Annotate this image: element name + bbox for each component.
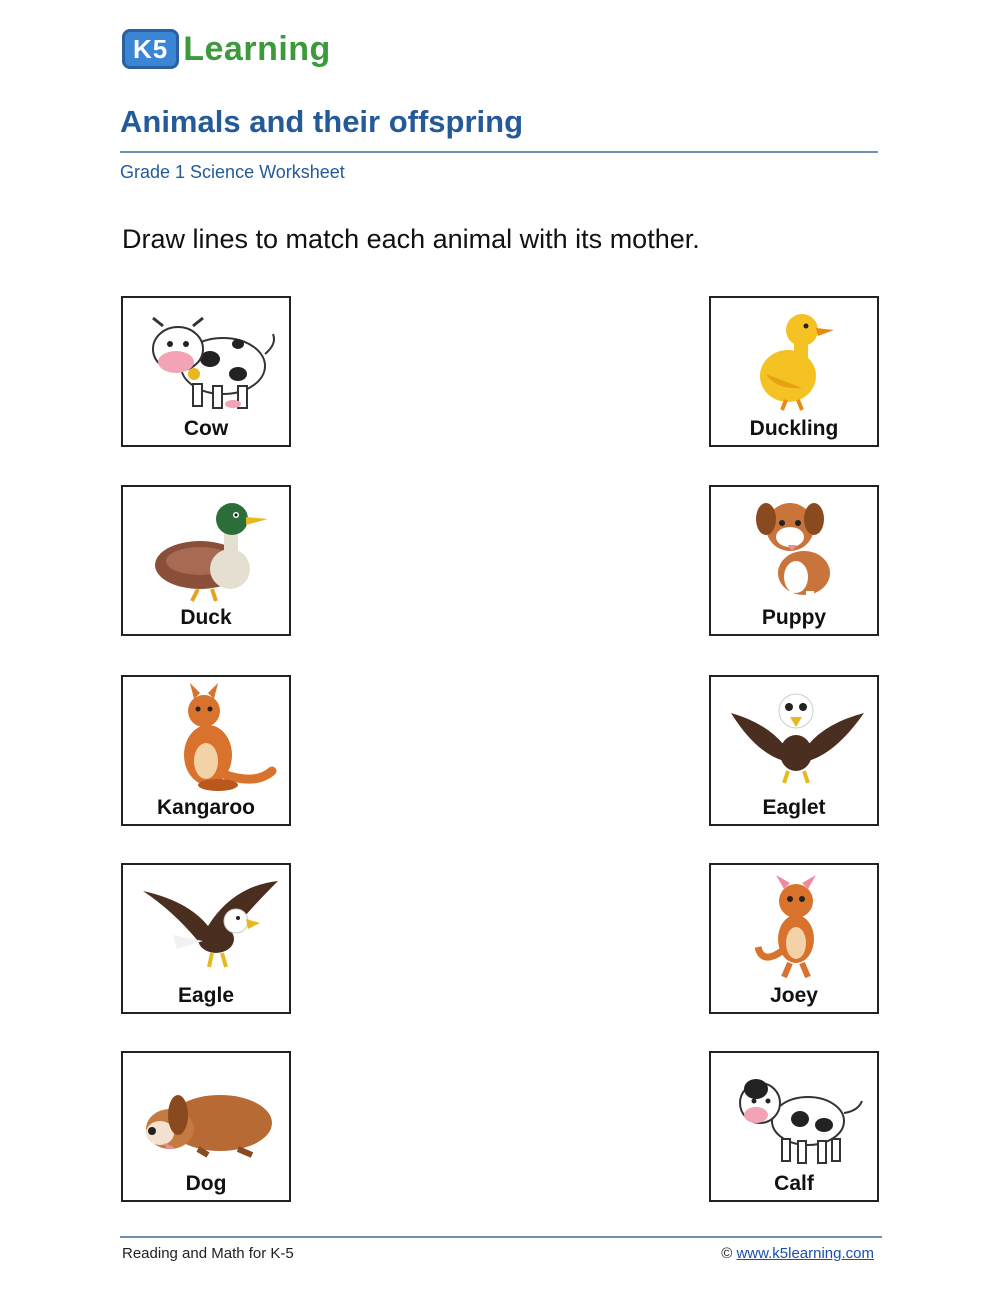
card-cow[interactable]: [121, 296, 291, 447]
card-puppy[interactable]: [709, 485, 879, 636]
card-eagle[interactable]: [121, 863, 291, 1014]
card-dog[interactable]: [121, 1051, 291, 1202]
logo-badge: K5: [122, 29, 179, 69]
card-label: Puppy: [761, 606, 827, 629]
duckling-icon: [726, 304, 866, 416]
copyright-symbol: ©: [721, 1245, 733, 1262]
card-label: Kangaroo: [156, 796, 255, 819]
logo-text: Learning: [183, 29, 331, 68]
card-duckling[interactable]: [709, 296, 879, 447]
title-divider: [120, 151, 878, 153]
card-label: Dog: [185, 1172, 227, 1195]
calf-icon: [726, 1059, 866, 1171]
eagle-icon: [138, 871, 278, 983]
duck-icon: [138, 493, 278, 605]
footer-divider: [120, 1236, 882, 1238]
kangaroo-icon: [138, 683, 278, 795]
card-label: Duckling: [749, 417, 839, 440]
eaglet-icon: [726, 683, 866, 795]
k5-learning-logo: [122, 26, 331, 72]
card-joey[interactable]: [709, 863, 879, 1014]
card-label: Joey: [770, 984, 818, 1007]
card-duck[interactable]: [121, 485, 291, 636]
footer-tagline: Reading and Math for K-5: [122, 1245, 294, 1262]
card-label: Eaglet: [762, 796, 826, 819]
card-label: Duck: [180, 606, 232, 629]
card-label: Eagle: [177, 984, 235, 1007]
card-kangaroo[interactable]: [121, 675, 291, 826]
worksheet-subtitle: Grade 1 Science Worksheet: [120, 162, 345, 182]
dog-icon: [138, 1059, 278, 1171]
card-label: Calf: [774, 1172, 814, 1195]
card-label: Cow: [183, 417, 229, 440]
puppy-icon: [726, 493, 866, 605]
worksheet-title: Animals and their offspring: [120, 104, 524, 139]
card-eaglet[interactable]: [709, 675, 879, 826]
cow-icon: [138, 304, 278, 416]
footer-copyright: [721, 1245, 874, 1262]
joey-icon: [726, 871, 866, 983]
instruction-text: Draw lines to match each animal with its mother.: [122, 224, 700, 254]
card-calf[interactable]: [709, 1051, 879, 1202]
website-link[interactable]: www.k5learning.com: [736, 1245, 874, 1262]
